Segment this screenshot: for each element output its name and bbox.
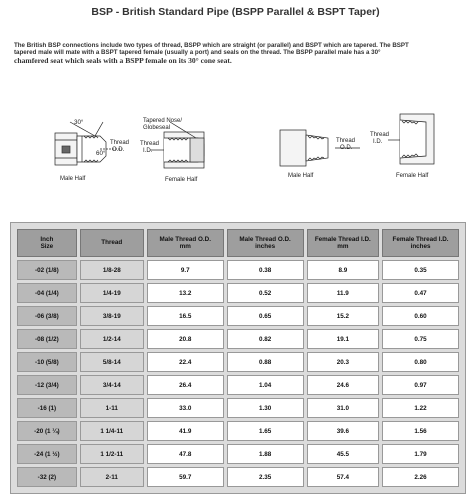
cell-male-od-mm: 20.8 [147, 329, 224, 349]
header-male-od-mm-line2: mm [179, 243, 191, 250]
cell-male-od-mm: 13.2 [147, 283, 224, 303]
header-female-id-mm-line1: Female Thread I.D. [314, 235, 371, 243]
cell-female-id-mm: 15.2 [307, 306, 380, 326]
cell-male-od-mm: 22.4 [147, 352, 224, 372]
table-row [17, 467, 459, 487]
header-thread-line1: Thread [101, 239, 123, 247]
cell-male-od-inches: 1.65 [227, 421, 304, 441]
header-female-id-mm [307, 229, 380, 257]
cell-male-od-inches: 1.88 [227, 444, 304, 464]
page-title: BSP - British Standard Pipe (BSPP Parallel & BSPT Taper) [91, 6, 380, 18]
cell-inch-size: -06 (3/8) [17, 306, 77, 326]
male-half-left-label: Male Half [60, 176, 86, 182]
cell-female-id-inches: 0.97 [382, 375, 459, 395]
cell-female-id-mm: 45.5 [307, 444, 380, 464]
cell-male-od-inches: 2.35 [227, 467, 304, 487]
tapered-nose-label-2: Globeseal [143, 125, 171, 131]
cell-male-od-mm: 47.8 [147, 444, 224, 464]
male-thread-od-right-label-2: O.D. [340, 145, 353, 151]
table-row [17, 352, 459, 372]
header-female-id-inches-line2: inches [410, 243, 431, 250]
header-male-od-mm-line1: Male Thread O.D. [159, 235, 211, 243]
tapered-nose-label-1: Tapered Nose/ [143, 118, 183, 124]
cell-female-id-inches: 1.22 [382, 398, 459, 418]
cell-male-od-inches: 0.82 [227, 329, 304, 349]
cell-inch-size: -20 (1 ¼) [17, 421, 77, 441]
table-row [17, 421, 459, 441]
cell-male-od-mm: 26.4 [147, 375, 224, 395]
cell-thread: 2-11 [80, 467, 144, 487]
cell-thread: 1 1/4-11 [80, 421, 144, 441]
male-thread-od-right-label-1: Thread [336, 138, 356, 144]
male-thread-od-label-2: O.D. [112, 147, 125, 153]
male-thread-od-label-1: Thread [110, 140, 130, 146]
header-female-id-mm-line2: mm [337, 243, 349, 250]
header-inch-size-line2: Size [40, 243, 54, 250]
intro-line-1: The British BSP connections include two types of thread, BSPP which are straight (or parallel) and BSPT which are tapered. The BSPT [14, 42, 409, 49]
bspt-female-diagram [388, 114, 434, 164]
cell-male-od-inches: 1.30 [227, 398, 304, 418]
intro-line-2: tapered male will mate with a BSPT tapered female (usually a port) and seals on the thread. The BSPP parallel male has a 30° [14, 49, 381, 57]
cell-thread: 1/4-19 [80, 283, 144, 303]
cell-male-od-inches: 0.52 [227, 283, 304, 303]
cell-inch-size: -12 (3/4) [17, 375, 77, 395]
cell-inch-size: -24 (1 ½) [17, 444, 77, 464]
cell-female-id-inches: 0.35 [382, 260, 459, 280]
male-half-right-label: Male Half [288, 173, 314, 179]
cell-thread: 1 1/2-11 [80, 444, 144, 464]
cell-female-id-mm: 11.9 [307, 283, 380, 303]
cell-inch-size: -02 (1/8) [17, 260, 77, 280]
cell-male-od-mm: 16.5 [147, 306, 224, 326]
cell-inch-size: -08 (1/2) [17, 329, 77, 349]
diagram-svg [0, 100, 471, 192]
table-row [17, 306, 459, 326]
cell-female-id-inches: 0.75 [382, 329, 459, 349]
cell-inch-size: -10 (5/8) [17, 352, 77, 372]
table-row [17, 260, 459, 280]
cell-male-od-mm: 9.7 [147, 260, 224, 280]
cell-male-od-mm: 59.7 [147, 467, 224, 487]
angle-60-label: 60° [96, 150, 106, 157]
header-male-od-inches-line2: inches [255, 243, 276, 250]
cell-female-id-mm: 39.6 [307, 421, 380, 441]
cell-female-id-mm: 31.0 [307, 398, 380, 418]
header-inch-size-line1: Inch [40, 235, 54, 243]
cell-thread: 3/4-14 [80, 375, 144, 395]
cell-inch-size: -16 (1) [17, 398, 77, 418]
header-male-od-inches-line1: Male Thread O.D. [239, 235, 291, 243]
intro-paragraph [14, 42, 461, 64]
cell-male-od-inches: 0.38 [227, 260, 304, 280]
header-male-od-inches [227, 229, 304, 257]
cell-female-id-mm: 8.9 [307, 260, 380, 280]
cell-female-id-mm: 20.3 [307, 352, 380, 372]
intro-line-3: chamfered seat which seals with a BSPP female on its 30° cone seat. [14, 55, 232, 65]
diagrams-area [0, 100, 471, 192]
female-half-left-label: Female Half [165, 177, 198, 183]
header-inch-size [17, 229, 77, 257]
cell-thread: 1-11 [80, 398, 144, 418]
table-header-row [17, 229, 459, 257]
bsp-thread-table-container [10, 222, 466, 494]
cell-female-id-inches: 0.47 [382, 283, 459, 303]
table-row [17, 283, 459, 303]
female-thread-id-label-2: I.D. [143, 148, 153, 154]
cell-male-od-mm: 33.0 [147, 398, 224, 418]
cell-female-id-inches: 2.26 [382, 467, 459, 487]
cell-male-od-inches: 1.04 [227, 375, 304, 395]
cell-thread: 1/8-28 [80, 260, 144, 280]
female-half-right-label: Female Half [396, 173, 429, 179]
female-thread-id-label-1: Thread [140, 141, 160, 147]
bsp-thread-table [14, 226, 462, 490]
female-thread-id-right-label-2: I.D. [373, 139, 383, 145]
cell-female-id-inches: 0.80 [382, 352, 459, 372]
cell-male-od-inches: 0.65 [227, 306, 304, 326]
cell-inch-size: -32 (2) [17, 467, 77, 487]
cell-female-id-inches: 1.79 [382, 444, 459, 464]
table-row [17, 398, 459, 418]
cell-thread: 3/8-19 [80, 306, 144, 326]
angle-30-label: 30° [74, 119, 84, 126]
cell-female-id-inches: 1.56 [382, 421, 459, 441]
cell-thread: 5/8-14 [80, 352, 144, 372]
header-thread [80, 229, 144, 257]
table-row [17, 444, 459, 464]
table-row [17, 375, 459, 395]
cell-male-od-mm: 41.9 [147, 421, 224, 441]
cell-female-id-inches: 0.60 [382, 306, 459, 326]
cell-female-id-mm: 19.1 [307, 329, 380, 349]
table-row [17, 329, 459, 349]
cell-male-od-inches: 0.88 [227, 352, 304, 372]
header-female-id-inches-line1: Female Thread I.D. [392, 235, 449, 243]
female-thread-id-right-label-1: Thread [370, 132, 390, 138]
header-female-id-inches [382, 229, 459, 257]
header-male-od-mm [147, 229, 224, 257]
cell-female-id-mm: 57.4 [307, 467, 380, 487]
cell-female-id-mm: 24.6 [307, 375, 380, 395]
cell-inch-size: -04 (1/4) [17, 283, 77, 303]
cell-thread: 1/2-14 [80, 329, 144, 349]
